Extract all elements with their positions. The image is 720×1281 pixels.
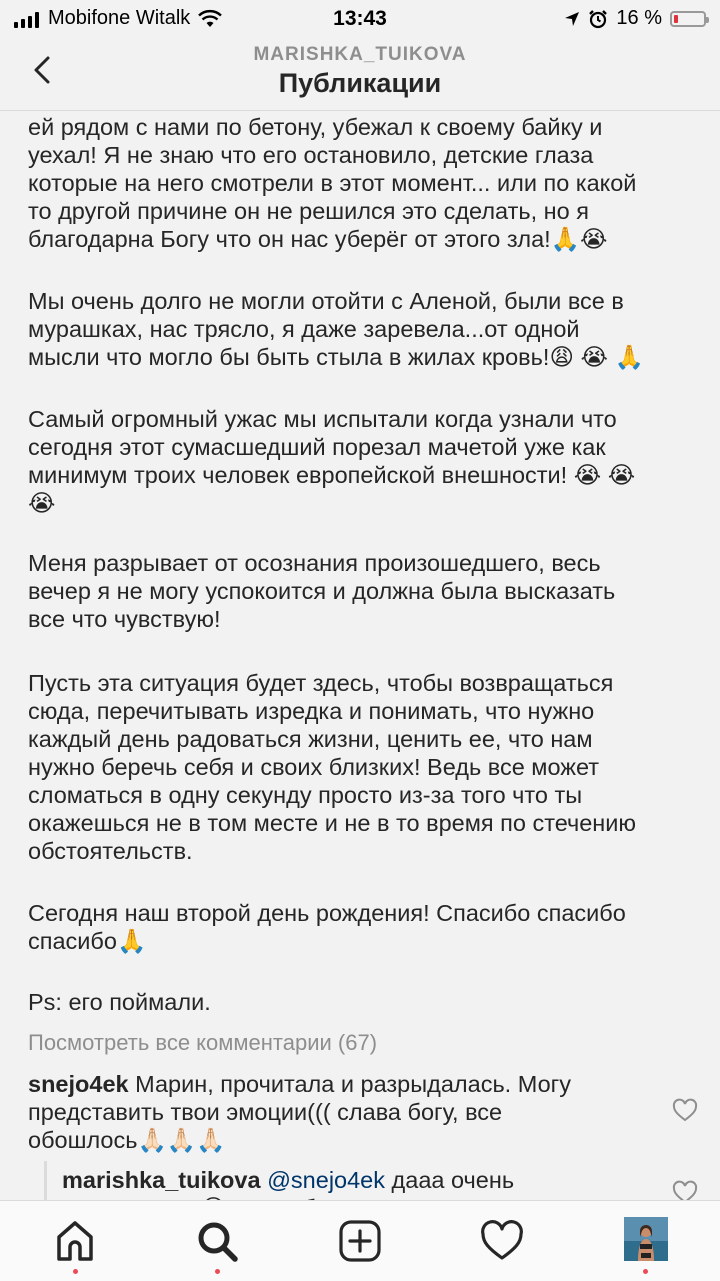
search-icon — [195, 1219, 239, 1263]
comment-username[interactable]: marishka_tuikova — [62, 1167, 261, 1193]
status-bar — [0, 0, 720, 40]
caption-paragraph: Пусть эта ситуация будет здесь, чтобы возвращаться сюда, перечитывать изредка и понимать, что нужно каждый день радоваться жизни, ценить ее, что нам нужно беречь себя и своих близких! Ведь все может сломаться в одну секунду просто из-за того что ты окажешься не в том месте и не в то время по стечению обстоятельств. — [28, 670, 637, 864]
carrier-label: Mobifone Witalk — [48, 7, 191, 29]
bottom-tab-bar — [0, 1200, 720, 1281]
add-post-icon — [338, 1219, 382, 1263]
home-icon — [53, 1219, 97, 1263]
page-title: Публикации — [278, 68, 442, 98]
comment-text: дааа очень — [391, 1167, 515, 1193]
heart-icon[interactable] — [672, 1099, 698, 1123]
notification-dot — [643, 1269, 648, 1274]
caption-paragraph: Меня разрывает от осознания произошедшего, весь вечер я не могу успокоится и должна была высказать все что чувствую! — [28, 550, 616, 632]
comment-text: Марин, прочитала и разрыдалась. Могу представить твои эмоции((( слава богу, все обошлось🙏🏻🙏🏻🙏🏻 — [28, 1071, 571, 1153]
status-right — [564, 7, 706, 30]
tab-activity[interactable] — [480, 1219, 524, 1263]
caption-paragraph: Мы очень долго не могли отойти с Аленой, были все в мурашках, нас трясло, я даже заревела...от одной мысли что могло бы быть стыла в жилах кровь!😩 😭 🙏 — [28, 288, 644, 370]
alarm-icon — [588, 9, 608, 29]
header-username: MARISHKA_TUIKOVA — [253, 44, 467, 65]
notification-dot — [215, 1269, 220, 1274]
avatar[interactable] — [624, 1217, 668, 1261]
view-all-comments-link[interactable]: Посмотреть все комментарии (67) — [28, 1030, 378, 1055]
tab-search[interactable] — [195, 1219, 239, 1263]
caption-paragraph: Самый огромный ужас мы испытали когда узнали что сегодня этот сумасшедший порезал мачетой уже как минимум троих человек европейской внешности! 😭 😭 😭 — [28, 406, 636, 516]
battery-percent: 16 % — [616, 7, 662, 29]
heart-icon — [480, 1219, 524, 1263]
location-icon — [564, 11, 580, 27]
comment — [28, 1070, 658, 1154]
comment-username[interactable]: snejo4ek — [28, 1071, 129, 1097]
notification-dot — [73, 1269, 78, 1274]
post-content — [28, 111, 700, 1201]
caption-paragraph: Сегодня наш второй день рождения! Спасибо спасибо спасибо🙏 — [28, 900, 626, 954]
caption-paragraph: ей рядом с нами по бетону, убежал к своему байку и уехал! Я не знаю что его остановило, детские глаза которые на него смотрели в этот момент... или по какой то другой причине он не решился это сделать, но я благодарна Богу что он нас уберёг от этого зла!🙏😭 — [28, 114, 637, 252]
battery-icon — [670, 11, 706, 27]
battery-level — [674, 15, 678, 23]
tab-home[interactable] — [53, 1219, 97, 1263]
profile-photo — [624, 1217, 668, 1261]
caption-paragraph: Ps: его поймали. — [28, 989, 211, 1015]
clock: 13:43 — [333, 7, 387, 30]
nav-header — [0, 40, 720, 111]
comment-mention[interactable]: @snejo4ek — [267, 1167, 386, 1193]
tab-new-post[interactable] — [338, 1219, 382, 1263]
